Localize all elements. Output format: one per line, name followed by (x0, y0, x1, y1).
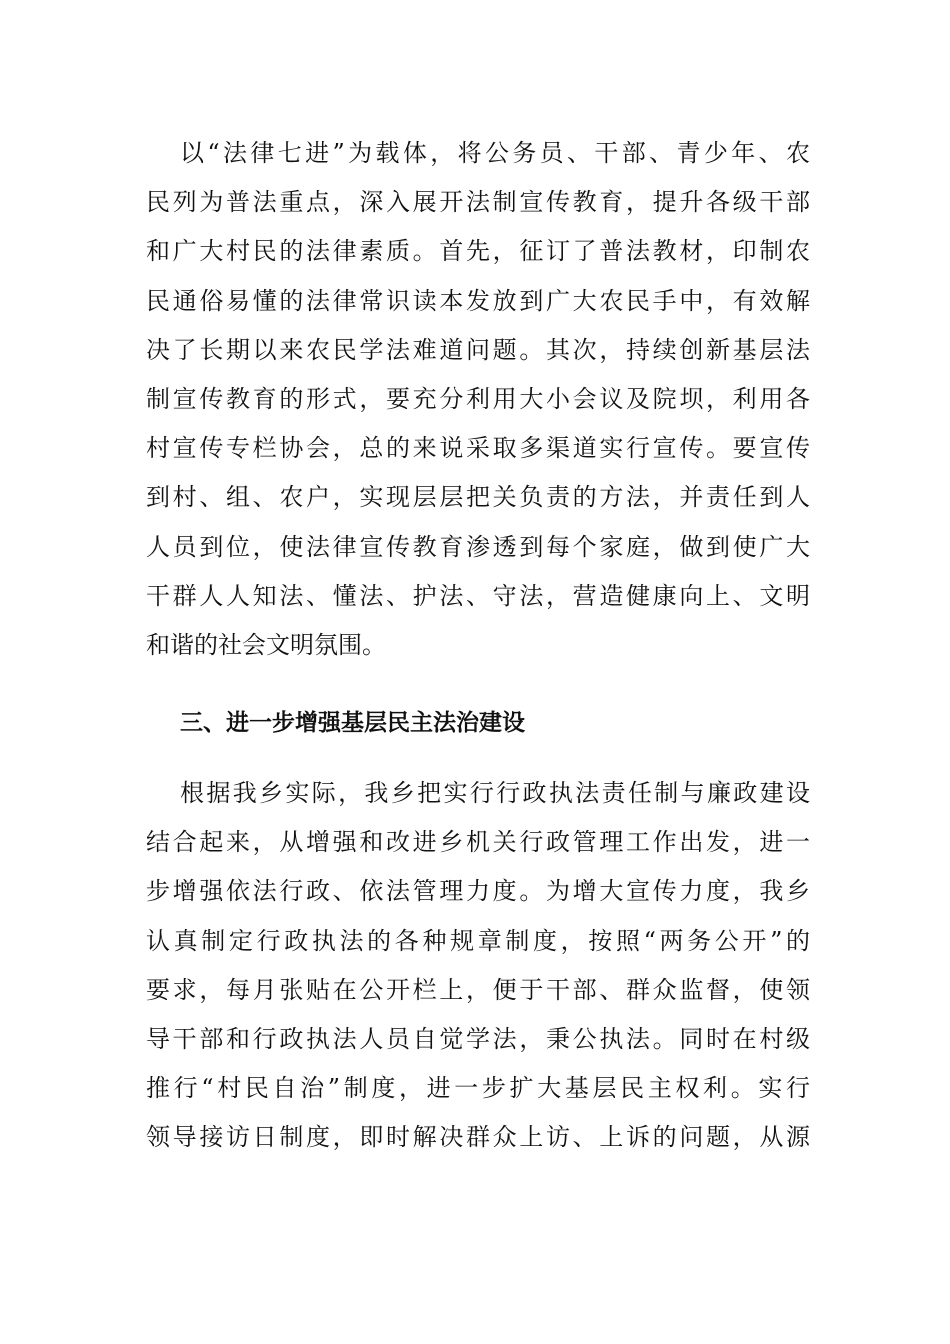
paragraph-line: 步增强依法行政、依法管理力度。为增大宣传力度，我乡 (146, 877, 810, 906)
paragraph-line: 决了长期以来农民学法难道问题。其次，持续创新基层法 (146, 335, 810, 364)
paragraph-line: 结合起来，从增强和改进乡机关行政管理工作出发，进一 (146, 828, 810, 857)
paragraph-line: 推行“村民自治”制度，进一步扩大基层民主权利。实行 (146, 1074, 810, 1103)
paragraph-2 (146, 769, 810, 1163)
paragraph-line: 导干部和行政执法人员自觉学法，秉公执法。同时在村级 (146, 1024, 810, 1053)
section-heading: 三、进一步增强基层民主法治建设 (180, 710, 525, 736)
paragraph-line: 到村、组、农户，实现层层把关负责的方法，并责任到人 (146, 483, 810, 512)
paragraph-line: 村宣传专栏协会，总的来说采取多渠道实行宣传。要宣传 (146, 434, 810, 463)
paragraph-line: 根据我乡实际，我乡把实行行政执法责任制与廉政建设 (180, 779, 810, 807)
paragraph-line: 民通俗易懂的法律常识读本发放到广大农民手中，有效解 (146, 286, 810, 315)
paragraph-line: 干群人人知法、懂法、护法、守法，营造健康向上、文明 (146, 581, 810, 610)
paragraph-line: 和谐的社会文明氛围。 (146, 630, 386, 659)
paragraph-line: 民列为普法重点，深入展开法制宣传教育，提升各级干部 (146, 188, 810, 217)
paragraph-line: 人员到位，使法律宣传教育渗透到每个家庭，做到使广大 (146, 532, 810, 561)
paragraph-1 (146, 129, 810, 670)
paragraph-line: 制宣传教育的形式，要充分利用大小会议及院坝，利用各 (146, 384, 810, 413)
paragraph-line: 认真制定行政执法的各种规章制度，按照“两务公开”的 (146, 926, 810, 955)
paragraph-line: 要求，每月张贴在公开栏上，便于干部、群众监督，使领 (146, 975, 810, 1004)
paragraph-line: 和广大村民的法律素质。首先，征订了普法教材，印制农 (146, 237, 810, 266)
paragraph-line: 以“法律七进”为载体，将公务员、干部、青少年、农 (180, 139, 810, 167)
paragraph-line: 领导接访日制度，即时解决群众上访、上诉的问题，从源 (146, 1123, 810, 1152)
